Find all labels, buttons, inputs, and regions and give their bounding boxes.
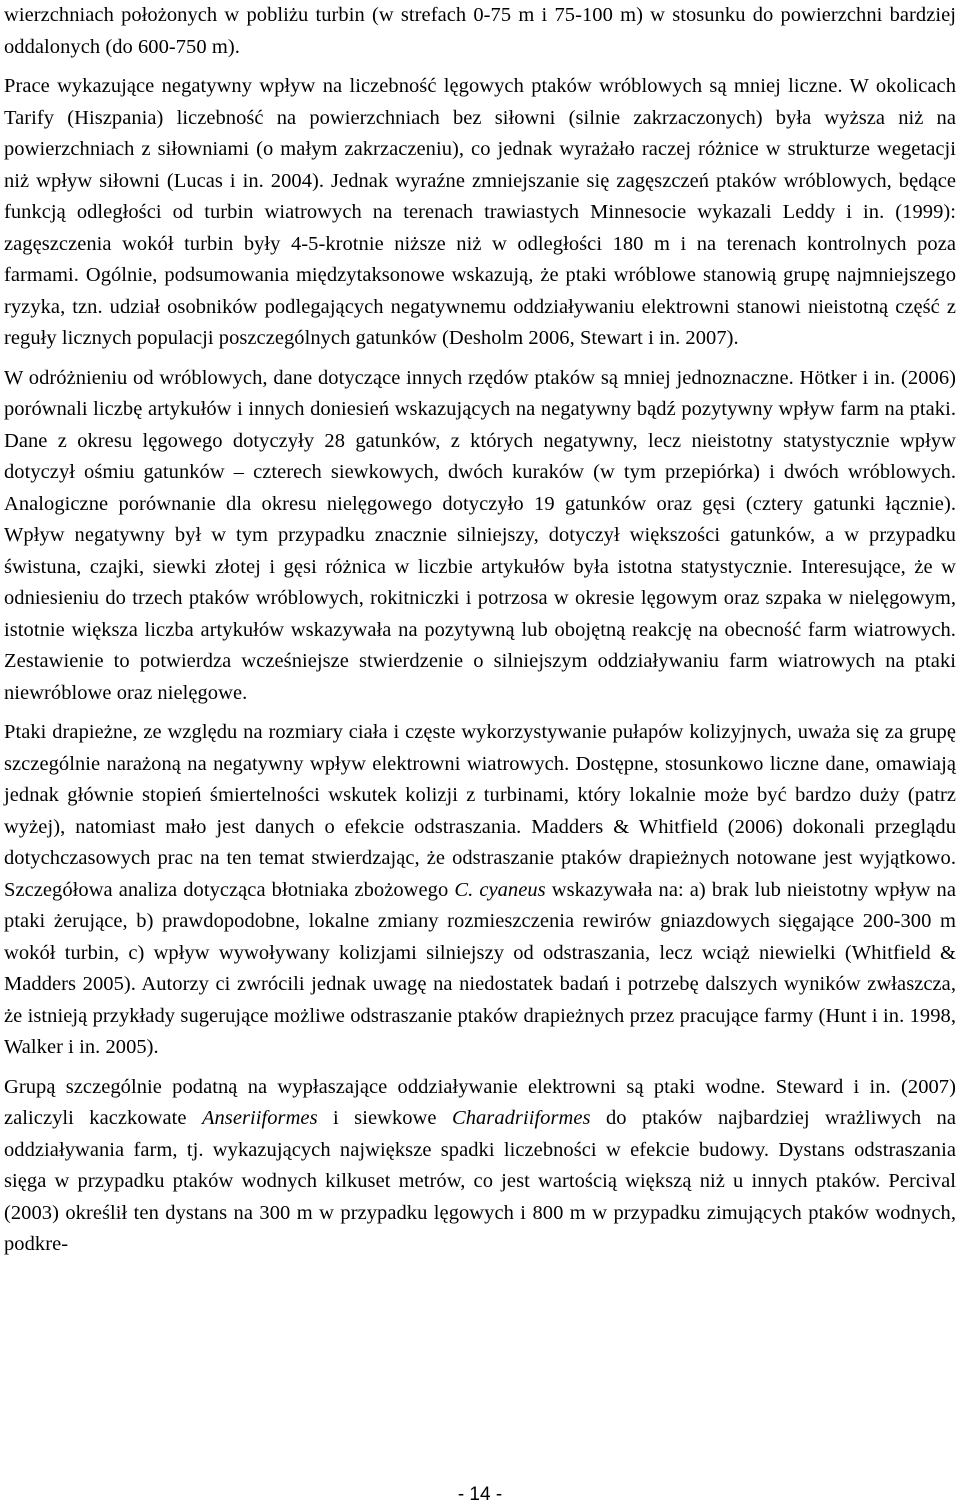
document-body [4, 0, 956, 1261]
italic-term: Anseriiformes [201, 1107, 318, 1129]
text-run: Prace wykazujące negatywny wpływ na liczebność lęgowych ptaków wróblowych są mniej liczne. W okolicach Tarify (Hiszpania) liczebność na powierzchniach bez siłowni (silnie zakrzaczonych) była wyższa niż na powierzchniach z siłowniami (o małym zakrzaczeniu), co jednak wyrażało raczej różnice w strukturze wegetacji niż wpływ siłowni (Lucas i in. 2004). Jednak wyraźne zmniejszanie się zagęszczeń ptaków wróblowych, będące funkcją odległości od turbin wiatrowych na terenach trawiastych Minnesocie wykazali Leddy i in. (1999): zagęszczenia wokół turbin były 4-5-krotnie niższe niż w odległości 180 m i na terenach kontrolnych poza farmami. Ogólnie, podsumowania międzytaksonowe wskazują, że ptaki wróblowe stanowią grupę najmniejszego ryzyka, tzn. udział osobników podlegających negatywnemu oddziaływaniu elektrowni stanowi nieistotną część z reguły licznych populacji poszczególnych gatunków (Desholm 2006, Stewart i in. 2007). [4, 75, 956, 349]
text-run: Grupą szczególnie podatną na wypłaszające oddziaływanie elektrowni są ptaki wodne. Steward i in. (2007) zaliczyli kaczkowate [4, 1075, 956, 1129]
italic-term: Charadriiformes [451, 1107, 591, 1129]
document-page [4, 0, 956, 1509]
paragraph-2 [4, 71, 956, 355]
page-number: - 14 - [457, 1484, 503, 1505]
paragraph-5 [4, 1072, 956, 1261]
text-run: i siewkowe [317, 1107, 452, 1129]
paragraph-4 [4, 717, 956, 1064]
text-run: do ptaków najbardziej wrażliwych na oddziaływania farm, tj. wykazujących największe spadki liczebności w efekcie budowy. Dystans odstraszania sięga w przypadku ptaków wodnych kilkuset metrów, co jest wartością większą niż u innych ptaków. Percival (2003) określił ten dystans na 300 m w przypadku lęgowych i 800 m w przypadku zimujących ptaków wodnych, podkre- [4, 1107, 956, 1255]
text-run: wskazywała na: a) brak lub nieistotny wpływ na ptaki żerujące, b) prawdopodobne, lokalne zmiany rozmieszczenia rewirów gniazdowych sięgające 200-300 m wokół turbin, c) wpływ wywoływany kolizjami silniejszy od odstraszania, lecz wciąż niewielki (Whitfield & Madders 2005). Autorzy ci zwrócili jednak uwagę na niedostatek badań i potrzebę dalszych wyników zwłaszcza, że istnieją przykłady sugerujące możliwe odstraszanie ptaków drapieżnych przez pracujące farmy (Hunt i in. 1998, Walker i in. 2005). [4, 878, 956, 1058]
text-run: W odróżnieniu od wróblowych, dane dotyczące innych rzędów ptaków są mniej jednoznaczne. Hötker i in. (2006) porównali liczbę artykułów i innych doniesień wskazujących na negatywny bądź pozytywny wpływ farm na ptaki. Dane z okresu lęgowego dotyczyły 28 gatunków, z których negatywny, lecz nieistotny statystycznie wpływ dotyczył ośmiu gatunków – czterech siewkowych, dwóch kuraków (w tym przepiórka) i dwóch wróblowych. Analogiczne porównanie dla okresu nielęgowego dotyczyło 19 gatunków oraz gęsi (cztery gatunki łącznie). Wpływ negatywny był w tym przypadku znacznie silniejszy, dotyczył większości gatunków, a w przypadku świstuna, czajki, siewki złotej i gęsi różnica w liczbie artykułów była istotna statystycznie. Interesujące, że w odniesieniu do trzech ptaków wróblowych, rokitniczki i potrzosa w okresie lęgowym oraz szpaka w nielęgowym, istotnie większa liczba artykułów wskazywała na pozytywną lub obojętną reakcję na obecność farm wiatrowych. Zestawienie to potwierdza wcześniejsze stwierdzenie o silniejszym oddziaływaniu farm wiatrowych na ptaki niewróblowe oraz nielęgowe. [4, 366, 956, 704]
paragraph-3 [4, 363, 956, 710]
paragraph-1 [4, 0, 956, 63]
text-run: Ptaki drapieżne, ze względu na rozmiary ciała i częste wykorzystywanie pułapów kolizyjnych, uważa się za grupę szczególnie narażoną na negatywny wpływ elektrowni wiatrowych. Dostępne, stosunkowo liczne dane, omawiają jednak głównie stopień śmiertelności wskutek kolizji z turbinami, który lokalnie może być bardzo duży (patrz wyżej), natomiast mało jest danych o efekcie odstraszania. Madders & Whitfield (2006) dokonali przeglądu dotychczasowych prac na ten temat stwierdzając, że odstraszanie ptaków drapieżnych notowane jest wyjątkowo. Szczegółowa analiza dotycząca błotniaka zbożowego [4, 721, 956, 901]
italic-term: C. cyaneus [454, 878, 546, 901]
text-run: wierzchniach położonych w pobliżu turbin (w strefach 0-75 m i 75-100 m) w stosunku do powierzchni bardziej oddalonych (do 600-750 m). [4, 4, 956, 58]
